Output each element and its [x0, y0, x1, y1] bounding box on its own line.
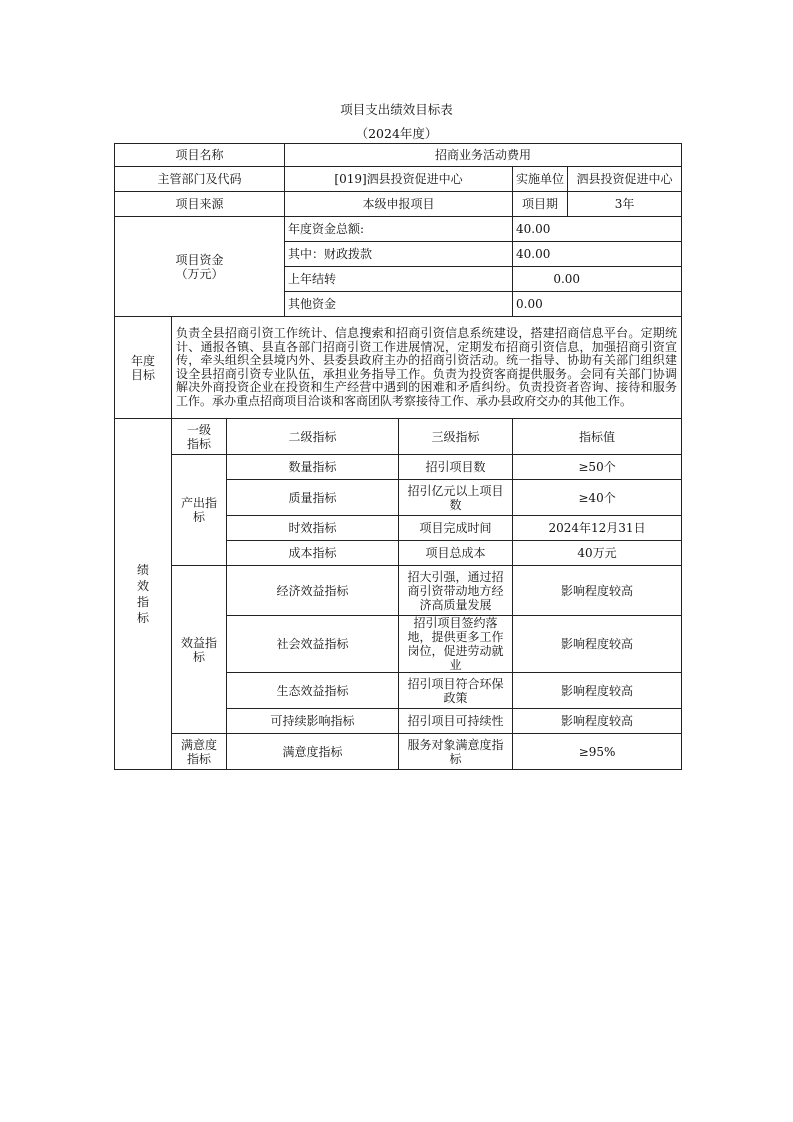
- dept-label: 主管部门及代码: [115, 167, 285, 192]
- header-level3: 三级指标: [399, 419, 513, 455]
- level2-cell: 数量指标: [227, 455, 399, 480]
- value-cell: 影响程度较高: [513, 709, 682, 734]
- value-cell: 影响程度较高: [513, 673, 682, 709]
- source-value: 本级申报项目: [285, 192, 513, 217]
- benefit-label-line1: 效益指: [180, 635, 217, 650]
- source-label: 项目来源: [115, 192, 285, 217]
- fiscal-funds-label: 其中：财政拨款: [285, 242, 513, 267]
- performance-indicators-label: [115, 419, 172, 770]
- level3-cell: 招引项目可持续性: [399, 709, 513, 734]
- value-cell: 影响程度较高: [513, 566, 682, 616]
- level3-cell: 招引项目数: [399, 455, 513, 480]
- total-funds-label: 年度资金总额:: [285, 217, 513, 242]
- benefit-label-line2: 标: [192, 649, 205, 664]
- perf-label-char: 效: [136, 579, 149, 593]
- level2-cell: 生态效益指标: [227, 673, 399, 709]
- level3-cell: 招引项目符合环保政策: [399, 673, 513, 709]
- funds-label-line2: （万元）: [175, 266, 224, 281]
- level2-cell: 成本指标: [227, 541, 399, 566]
- dept-value: [019]泗县投资促进中心: [285, 167, 513, 192]
- header-level1-line2: 指标: [186, 436, 211, 451]
- total-funds-value: 40.00: [513, 217, 682, 242]
- level3-cell: 招引项目签约落地，提供更多工作岗位，促进劳动就业: [399, 616, 513, 673]
- fiscal-funds-value: 40.00: [513, 242, 682, 267]
- project-name-label: 项目名称: [115, 144, 285, 167]
- annual-goal-label-line2: 目标: [130, 367, 155, 382]
- project-name-value: 招商业务活动费用: [285, 144, 682, 167]
- output-label-line1: 产出指: [180, 496, 217, 510]
- carryover-value: 0.00: [513, 267, 682, 292]
- performance-goal-table: [114, 143, 682, 770]
- level2-cell: 可持续影响指标: [227, 709, 399, 734]
- output-label-line2: 标: [192, 510, 205, 524]
- level2-cell: 经济效益指标: [227, 566, 399, 616]
- value-cell: 2024年12月31日: [513, 516, 682, 541]
- funds-label: [115, 217, 285, 317]
- impl-unit-value: 泗县投资促进中心: [568, 167, 682, 192]
- value-cell: 影响程度较高: [513, 616, 682, 673]
- impl-unit-label: 实施单位: [513, 167, 568, 192]
- perf-label-char: 标: [136, 611, 149, 625]
- value-cell: ≥95%: [513, 734, 682, 770]
- header-level1: [172, 419, 227, 455]
- value-cell: 40万元: [513, 541, 682, 566]
- level2-cell: 时效指标: [227, 516, 399, 541]
- perf-label-char: 指: [136, 595, 149, 609]
- page-title: 项目支出绩效目标表: [340, 102, 453, 117]
- header-value: 指标值: [513, 419, 682, 455]
- output-indicator-label: [172, 455, 227, 566]
- level2-cell: 质量指标: [227, 480, 399, 516]
- value-cell: ≥50个: [513, 455, 682, 480]
- header-level1-line1: 一级: [186, 422, 211, 437]
- level3-cell: 招引亿元以上项目数: [399, 480, 513, 516]
- satisfaction-label-line1: 满意度: [180, 737, 217, 752]
- satisfaction-indicator-label: [172, 734, 227, 770]
- annual-goal-label-line1: 年度: [130, 353, 155, 368]
- level3-cell: 服务对象满意度指标: [399, 734, 513, 770]
- value-cell: ≥40个: [513, 480, 682, 516]
- benefit-indicator-label: [172, 566, 227, 734]
- funds-label-line1: 项目资金: [175, 252, 224, 267]
- header-level2: 二级指标: [227, 419, 399, 455]
- annual-goal-label: [115, 317, 172, 419]
- level3-cell: 项目总成本: [399, 541, 513, 566]
- level3-cell: 招大引强，通过招商引资带动地方经济高质量发展: [399, 566, 513, 616]
- period-label: 项目期: [513, 192, 568, 217]
- annual-goal-text: 负责全县招商引资工作统计、信息搜索和招商引资信息系统建设，搭建招商信息平台。定期统计、通报各镇、县直各部门招商引资工作进展情况，定期发布招商引资信息，加强招商引资宣传，牵头组织全县境内外、县委县政府主办的招商引资活动。统一指导、协助有关部门组织建设全县招商引资专业队伍，承担业务指导工作。负责为投资客商提供服务。会同有关部门协调解决外商投资企业在投资和生产经营中遇到的困难和矛盾纠纷。负责投资者咨询、接待和服务工作。承办重点招商项目洽谈和客商团队考察接待工作、承办县政府交办的其他工作。: [172, 317, 682, 419]
- perf-label-char: 绩: [136, 563, 149, 577]
- other-funds-value: 0.00: [513, 292, 682, 317]
- other-funds-label: 其他资金: [285, 292, 513, 317]
- year-subtitle: （2024年度）: [355, 126, 438, 141]
- level2-cell: 满意度指标: [227, 734, 399, 770]
- carryover-label: 上年结转: [285, 267, 513, 292]
- satisfaction-label-line2: 指标: [186, 751, 211, 766]
- level2-cell: 社会效益指标: [227, 616, 399, 673]
- period-value: 3年: [568, 192, 682, 217]
- level3-cell: 项目完成时间: [399, 516, 513, 541]
